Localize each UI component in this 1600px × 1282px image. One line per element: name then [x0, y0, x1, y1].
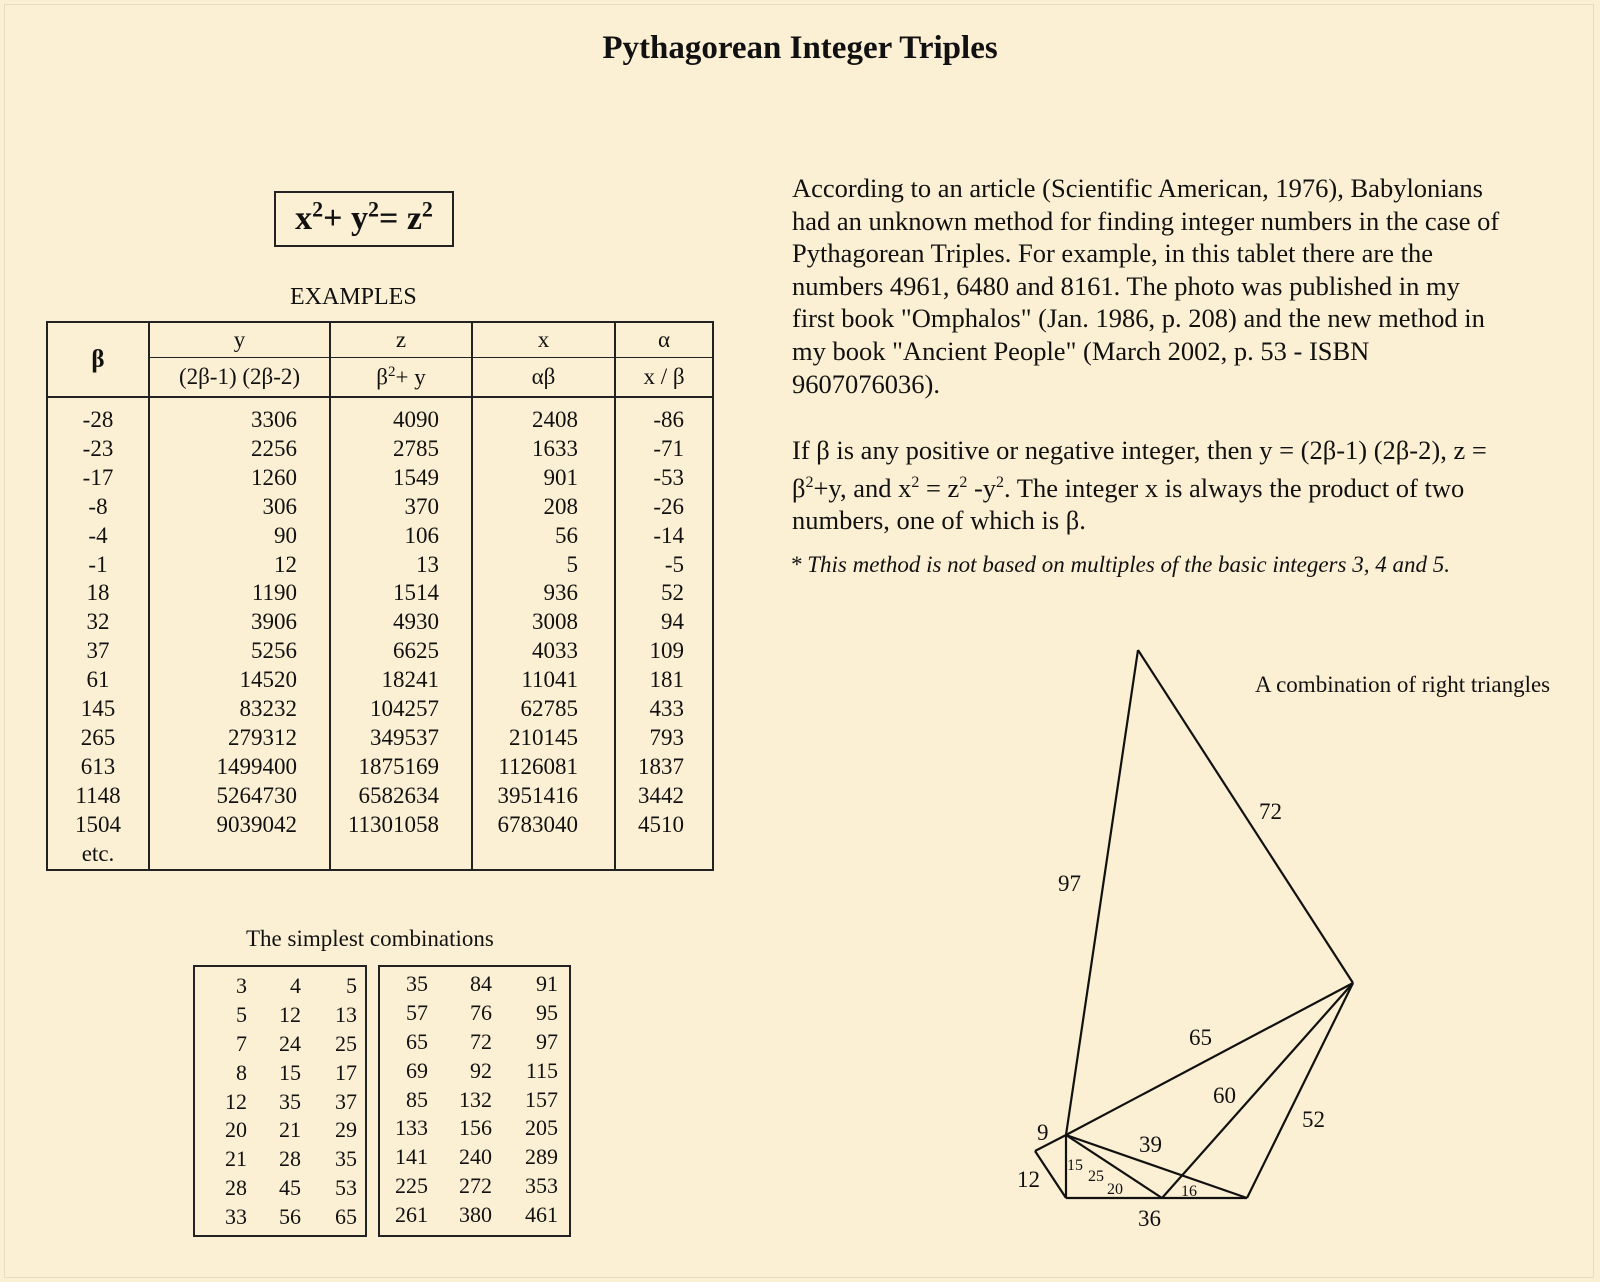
table-cell: 104257 — [370, 696, 439, 722]
subheader-x: αβ — [472, 358, 615, 398]
triple-value: 24 — [279, 1030, 301, 1056]
triple-value: 272 — [459, 1173, 492, 1199]
table-cell: 2408 — [532, 407, 578, 432]
table-cell: 5256 — [251, 638, 297, 664]
table-cell: 4090 — [393, 407, 439, 432]
table-cell: 3906 — [251, 609, 297, 635]
table-cell: -4 — [88, 522, 108, 548]
triple-value: 15 — [279, 1059, 301, 1085]
triple-value: 17 — [335, 1059, 357, 1085]
table-cell: etc. — [81, 840, 115, 866]
table-cell: 11301058 — [347, 811, 439, 837]
table-cell: 13 — [416, 551, 439, 577]
table-cell: -23 — [82, 435, 114, 461]
triple-value: 33 — [225, 1204, 247, 1230]
edge-52 — [1247, 983, 1353, 1198]
table-cell: 3951416 — [497, 782, 578, 808]
text-exp: 2 — [805, 473, 814, 491]
table-cell: 1504 — [75, 811, 121, 837]
table-cell: 3306 — [251, 407, 297, 432]
formula-exp-x: 2 — [312, 196, 324, 222]
text-fragment: -y — [967, 472, 997, 503]
paragraph-line: my book "Ancient People" (March 2002, p. 53 - ISBN — [792, 335, 1370, 366]
triple-value: 37 — [335, 1088, 357, 1114]
table-cell: -14 — [653, 522, 684, 548]
label-39: 39 — [1139, 1132, 1162, 1157]
method-note: * This method is not based on multiples of the basic integers 3, 4 and 5. — [790, 552, 1450, 577]
paragraph-line: According to an article (Scientific American, 1976), Babylonians — [792, 173, 1483, 203]
triple-value: 21 — [225, 1146, 247, 1172]
table-cell: 1190 — [251, 580, 297, 606]
table-cell: -5 — [664, 551, 684, 577]
table-cell: -1 — [88, 551, 108, 577]
subheader-alpha: x / β — [615, 358, 713, 398]
header-z: z — [330, 322, 472, 358]
triple-value: 29 — [335, 1117, 357, 1143]
triple-value: 261 — [395, 1202, 428, 1228]
table-cell: 32 — [86, 609, 110, 635]
table-cell: -28 — [82, 407, 114, 432]
triple-value: 5 — [346, 973, 357, 998]
triple-value: 12 — [279, 1001, 301, 1027]
table-cell: 208 — [543, 493, 578, 519]
table-cell: 265 — [80, 724, 116, 750]
table-cell: 349537 — [370, 724, 439, 750]
triple-value: 57 — [406, 999, 428, 1025]
table-cell: 1148 — [75, 782, 121, 808]
table-cell: 90 — [274, 522, 297, 548]
paragraph-line: had an unknown method for finding integer numbers in the case of — [792, 205, 1500, 236]
table-cell: 18 — [86, 580, 110, 606]
label-52: 52 — [1302, 1107, 1325, 1132]
subheader-y: (2β-1) (2β-2) — [149, 358, 330, 398]
paragraph-line: numbers 4961, 6480 and 8161. The photo was published in my — [792, 270, 1460, 301]
table-cell: 11041 — [521, 667, 578, 693]
label-36: 36 — [1138, 1206, 1161, 1231]
table-cell: -17 — [82, 464, 114, 490]
table-cell: 1837 — [638, 753, 684, 779]
triple-value: 133 — [395, 1115, 428, 1141]
triple-value: 115 — [525, 1057, 558, 1083]
label-15: 15 — [1067, 1157, 1083, 1174]
table-cell: 106 — [404, 522, 439, 548]
label-97: 97 — [1058, 871, 1081, 896]
table-cell: 6625 — [393, 638, 439, 664]
table-cell: 14520 — [239, 667, 297, 693]
table-cell: 52 — [661, 580, 684, 606]
table-cell: 936 — [543, 580, 578, 606]
subheader-z-rest: + y — [395, 364, 426, 390]
table-cell: -71 — [653, 435, 684, 461]
label-16: 16 — [1181, 1183, 1197, 1200]
table-cell: -53 — [653, 464, 684, 490]
formula-y: y — [350, 200, 368, 237]
table-cell: 62785 — [520, 696, 578, 722]
table-cell: 181 — [649, 667, 684, 693]
triple-value: 25 — [335, 1030, 357, 1056]
page-title: Pythagorean Integer Triples — [602, 30, 998, 66]
table-cell: 901 — [543, 464, 578, 490]
header-y: y — [149, 322, 330, 358]
triple-value: 28 — [225, 1175, 247, 1201]
table-cell: 4930 — [393, 609, 439, 635]
text-fragment: = z — [919, 472, 960, 503]
triple-value: 92 — [470, 1057, 492, 1083]
table-cell: 1499400 — [216, 753, 297, 779]
formula-x: x — [295, 200, 313, 237]
text-exp: 2 — [996, 473, 1005, 491]
subheader-z-exp: 2 — [387, 363, 396, 380]
table-cell: 37 — [86, 638, 110, 664]
table-cell: 1260 — [251, 464, 297, 490]
triple-value: 56 — [279, 1204, 301, 1230]
triangle-caption: A combination of right triangles — [1255, 672, 1551, 697]
table-cell: 94 — [661, 609, 684, 635]
table-cell: 1126081 — [498, 753, 578, 779]
triple-value: 95 — [536, 999, 558, 1025]
triple-value: 35 — [279, 1088, 301, 1114]
triple-value: 28 — [279, 1146, 301, 1172]
label-25: 25 — [1088, 1168, 1104, 1185]
table-cell: 5 — [566, 551, 578, 577]
paragraph-line: Pythagorean Triples. For example, in this tablet there are the — [792, 238, 1434, 269]
triple-value: 132 — [459, 1086, 492, 1112]
text-fragment: . The integer x is always the product of two — [1004, 472, 1465, 503]
table-cell: 306 — [262, 493, 297, 519]
table-cell: 6582634 — [358, 782, 439, 808]
paragraph-line: 9607076036). — [792, 368, 940, 399]
triple-value: 289 — [525, 1144, 558, 1170]
text-exp: 2 — [911, 473, 920, 491]
label-9: 9 — [1037, 1120, 1049, 1145]
triple-value: 85 — [406, 1086, 428, 1112]
table-cell: 4033 — [532, 638, 578, 664]
table-cell: 3008 — [532, 609, 578, 635]
table-cell: 793 — [649, 724, 684, 750]
table-cell: 1633 — [532, 435, 578, 461]
triple-value: 8 — [236, 1059, 247, 1085]
triple-value: 205 — [525, 1115, 558, 1141]
table-cell: 56 — [555, 522, 578, 548]
table-cell: 1875169 — [358, 753, 439, 779]
header-beta: β — [47, 322, 149, 397]
triple-value: 156 — [459, 1115, 492, 1141]
table-cell: 370 — [404, 493, 439, 519]
triple-value: 3 — [236, 973, 247, 998]
triple-value: 69 — [406, 1057, 428, 1083]
formula-exp-z: 2 — [421, 196, 433, 222]
triple-value: 65 — [406, 1028, 428, 1054]
table-cell: 2785 — [393, 435, 439, 461]
triple-value: 35 — [406, 971, 428, 996]
triple-value: 353 — [525, 1173, 558, 1199]
table-cell: -26 — [653, 493, 684, 519]
edge-60 — [1162, 983, 1353, 1198]
table-cell: 1549 — [393, 464, 439, 490]
label-12: 12 — [1017, 1167, 1040, 1192]
formula-eq: = — [378, 200, 399, 237]
triple-value: 5 — [236, 1001, 247, 1027]
triple-value: 20 — [225, 1117, 247, 1143]
table-cell: 613 — [80, 753, 116, 779]
triple-value: 461 — [525, 1202, 558, 1228]
table-cell: 145 — [80, 696, 116, 722]
paragraph-line: If β is any positive or negative integer, then y = (2β-1) (2β-2), z = — [792, 435, 1487, 465]
table-cell: -86 — [653, 407, 684, 432]
table-cell: 18241 — [381, 667, 439, 693]
header-alpha: α — [615, 322, 713, 358]
triple-value: 65 — [335, 1204, 357, 1230]
table-cell: 3442 — [638, 782, 684, 808]
table-cell: 2256 — [251, 435, 297, 461]
text-exp: 2 — [959, 473, 968, 491]
text-fragment: +y, and x — [813, 472, 912, 503]
table-cell: 61 — [86, 667, 110, 693]
text-beta: β — [792, 472, 806, 503]
triple-value: 21 — [279, 1117, 301, 1143]
label-20: 20 — [1107, 1181, 1123, 1198]
edge-72 — [1138, 650, 1353, 983]
triple-value: 141 — [395, 1144, 428, 1170]
triple-value: 12 — [225, 1088, 247, 1114]
table-cell: 1514 — [393, 580, 439, 606]
examples-label: EXAMPLES — [290, 284, 417, 310]
formula-z: z — [406, 200, 422, 237]
label-65: 65 — [1189, 1025, 1212, 1050]
paragraph-line: numbers, one of which is β. — [792, 505, 1086, 536]
triple-value: 84 — [470, 971, 492, 996]
triple-value: 97 — [536, 1028, 558, 1054]
triple-value: 35 — [335, 1146, 357, 1172]
table-cell: 4510 — [638, 811, 684, 837]
triple-value: 225 — [395, 1173, 428, 1199]
table-cell: 210145 — [509, 724, 578, 750]
triple-value: 7 — [236, 1030, 247, 1056]
table-cell: 9039042 — [216, 811, 297, 837]
table-cell: 83232 — [239, 696, 297, 722]
label-72: 72 — [1259, 799, 1282, 824]
table-cell: -8 — [88, 493, 108, 519]
table-cell: 433 — [649, 696, 684, 722]
table-cell: 279312 — [228, 724, 297, 750]
triple-value: 45 — [279, 1175, 301, 1201]
triple-value: 380 — [459, 1202, 492, 1228]
formula-plus: + — [323, 200, 343, 237]
simplest-label: The simplest combinations — [246, 926, 494, 951]
triple-value: 4 — [290, 973, 301, 998]
table-cell: 6783040 — [497, 811, 578, 837]
triple-value: 13 — [335, 1001, 357, 1027]
triple-value: 240 — [459, 1144, 492, 1170]
table-cell: 12 — [274, 551, 297, 577]
formula-exp-y: 2 — [367, 196, 379, 222]
triple-value: 91 — [536, 971, 558, 996]
table-cell: 109 — [649, 638, 684, 664]
header-x: x — [472, 322, 615, 358]
triple-value: 157 — [525, 1086, 558, 1112]
label-60: 60 — [1213, 1083, 1236, 1108]
triple-value: 53 — [335, 1175, 357, 1201]
triple-value: 76 — [470, 999, 492, 1025]
paragraph-line: first book "Omphalos" (Jan. 1986, p. 208) and the new method in — [792, 303, 1485, 334]
table-cell: 5264730 — [216, 782, 297, 808]
triple-value: 72 — [470, 1028, 492, 1054]
subheader-z-base: β — [376, 364, 388, 390]
